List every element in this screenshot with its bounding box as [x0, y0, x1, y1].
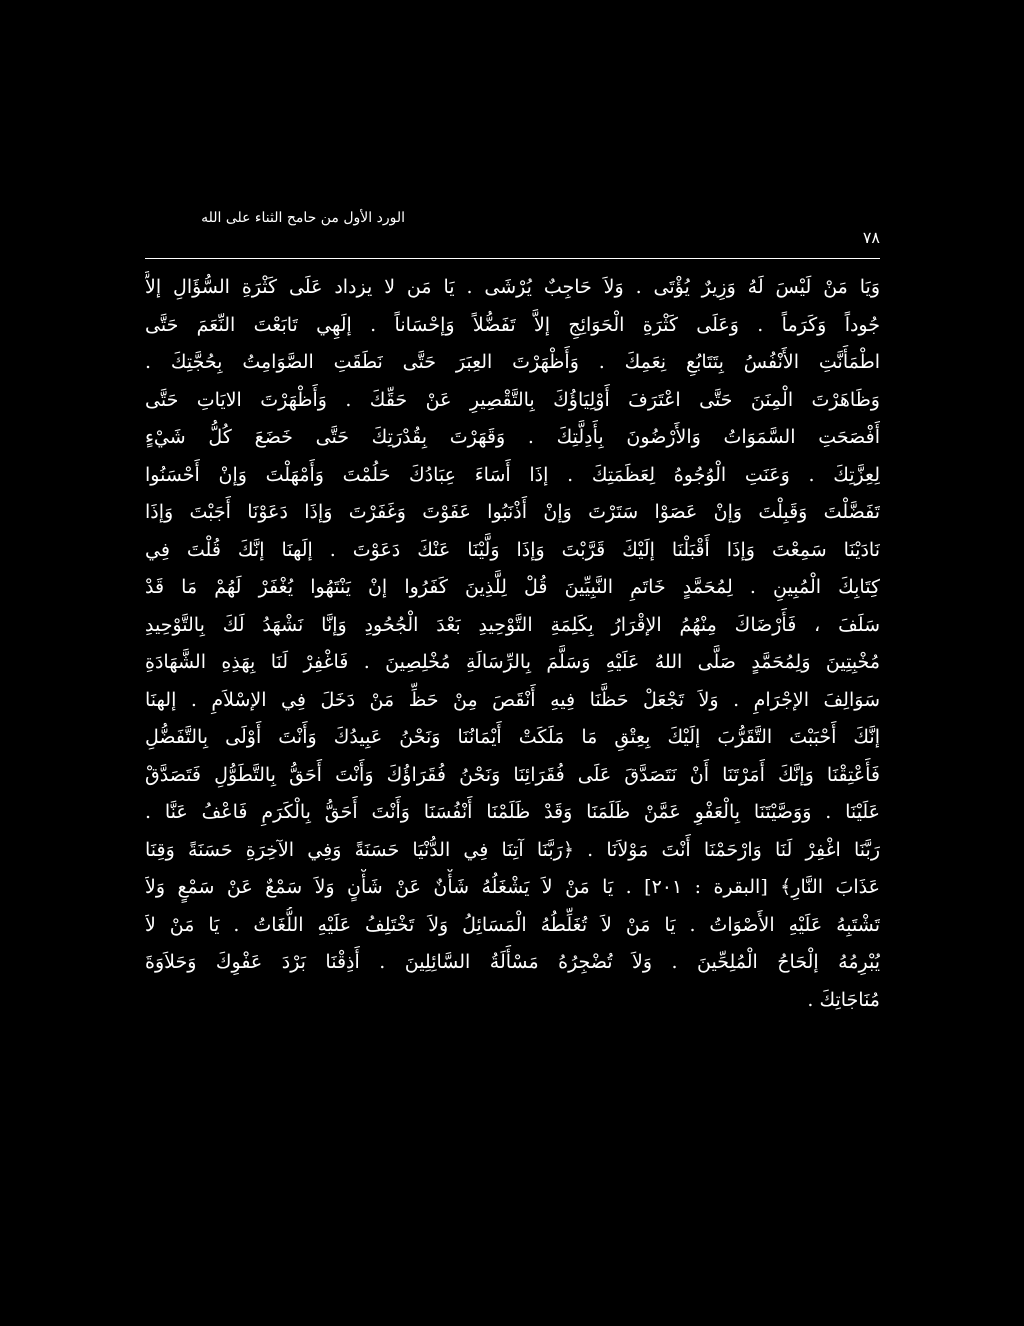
text-line: وَيَا مَنْ لَيْسَ لَهُ وَزِيرٌ يُؤْتَى . وَلاَ حَاجِبٌ يُرْشَى . يَا مَن لا يزداد عَلَى كَثْرَةِ السُّؤَالِ إلاَّ: [145, 276, 880, 298]
text-line: وَظَاهَرْتَ الْمِنَنَ حَتَّى اعْتَرَفَ أَوْلِيَاؤُكَ بِالتَّقْصِيرِ عَنْ حَقِّكَ . وَأَظْهَرْتَ الايَاتِ حَتَّى: [145, 388, 880, 411]
running-header: [145, 208, 880, 248]
text-line: مُخْبِتِينَ وَلِمُحَمَّدٍ صَلَّى اللهُ عَلَيْهِ وَسَلَّمَ بِالرِّسَالَةِ مُخْلِصِينَ . فَاغْفِرْ لَنَا بِهَذِهِ الشَّهَادَةِ: [145, 651, 880, 673]
text-line: فَأَعْتِقْنَا وَإنَّكَ أَمَرْتَنَا أَنْ نَتَصَدَّقَ عَلَى فُقَرَائِنَا وَنَحْنُ فُقَرَاؤُكَ وَأَنْتَ أَحَقُّ بِالتَّطَوُّلِ فَتَصَدَّقْ: [145, 763, 880, 786]
text-line: كِتَابِكَ الْمُبِينِ . لِمُحَمَّدٍ خَاتَمِ النَّبِيِّينَ قُلْ لِلَّذِينَ كَفَرُوا إنْ يَنْتَهُوا يُغْفَرْ لَهُمْ مَا قَدْ: [145, 576, 880, 598]
text-line: عَذَابَ النَّارِ﴾ [البقرة : ٢٠١] . يَا مَنْ لاَ يَشْغَلُهُ شَأْنٌ عَنْ شَأْنٍ وَلاَ سَمْعٌ عَنْ سَمْعٍ وَلاَ: [145, 876, 880, 898]
book-page: [145, 208, 880, 1019]
text-line: يُبْرِمُهُ إلْحَاحُ الْمُلِحِّينَ . وَلاَ تُضْجِرُهُ مَسْأَلَةُ السَّائِلِينَ . أَذِقْنَا بَرْدَ عَفْوِكَ وَحَلاَوَةَ: [145, 951, 880, 973]
text-line: إنَّكَ أَحْبَبْتَ التَّقَرُّبَ إلَيْكَ بِعِتْقِ مَا مَلَكَتْ أَيْمَانُنَا وَنَحْنُ عَبِيدُكَ وَأَنْتَ أَوْلَى بِالتَّفَضُّلِ: [145, 726, 880, 748]
text-line: لِعِزَّتِكَ . وَعَنَتِ الْوُجُوهُ لِعَظَمَتِكَ . إذَا أَسَاءَ عِبَادُكَ حَلُمْتَ وَأَمْهَلْتَ وَإنْ أَحْسَنُوا: [145, 463, 880, 486]
header-divider: [145, 258, 880, 259]
text-line: سَلَفَ ، فَأَرْضَاكَ مِنْهُمُ الإقْرَارُ بِكَلِمَةِ التَّوْحِيدِ بَعْدَ الْجُحُودِ وَإنَّا نَشْهَدُ لَكَ بِالتَّوْحِيدِ: [145, 613, 880, 636]
text-line: عَلَيْنَا . وَوَصَّيْتَنَا بِالْعَفْوِ عَمَّنْ ظَلَمَنَا وَقَدْ ظَلَمْنَا أَنْفُسَنَا وَأَنْتَ أَحَقُّ بِالْكَرَمِ فَاعْفُ عَنَّا .: [145, 801, 880, 823]
body-text: [145, 269, 880, 1019]
text-line: سَوَالِفَ الإجْرَامِ . وَلاَ تَجْعَلْ حَظَّنَا فِيهِ أَنْقَصَ مِنْ حَظِّ مَنْ دَخَلَ فِي الإسْلاَمِ . إلهنَا: [145, 688, 880, 711]
text-line: أَفْصَحَتِ السَّمَوَاتُ وَالأَرْضُونَ بِأَدِلَّتِكَ . وَقَهَرْتَ بِقُدْرَتِكَ حَتَّى خَضَعَ كُلُّ شَيْءٍ: [145, 426, 880, 448]
text-line: تَشْتَبِهُ عَلَيْهِ الأَصْوَاتُ . يَا مَنْ لاَ تُغَلِّطُهُ الْمَسَائِلُ وَلاَ تَخْتَلِفُ عَلَيْهِ اللُّغَاتُ . يَا مَنْ لاَ: [145, 913, 880, 936]
chapter-title: الورد الأول من حامح الثناء على الله: [201, 210, 405, 226]
text-line-final: مُنَاجَاتِكَ .: [807, 988, 880, 1011]
text-line: تَفَضَّلْتَ وَقَبِلْتَ وَإنْ عَصَوْا سَتَرْتَ وَإنْ أَذْنَبُوا عَفَوْتَ وَغَفَرْتَ وَإذَا دَعَوْنَا أَجَبْتَ وَإذَا: [145, 501, 880, 523]
text-line: اطْمَأَنَّتِ الأَنْفُسُ بِتَتَابُعِ نِعَمِكَ . وَأَظْهَرْتَ العِبَرَ حَتَّى نَطَقَتِ الصَّوَامِتُ بِحُجَّتِكَ .: [145, 351, 880, 373]
text-line: جُوداً وَكَرَماً . وَعَلَى كَثْرَةِ الْحَوَائِجِ إلاَّ تَفَضُّلاً وَإحْسَاناً . إلَهِي تَابَعْتَ النِّعَمَ حَتَّى: [145, 313, 880, 336]
page-number: ٧٨: [862, 228, 880, 247]
text-line: نَادَيْنَا سَمِعْتَ وَإذَا أَقْبَلْنَا إلَيْكَ قَرَّبْتَ وَإذَا وَلَّيْنَا عَنْكَ دَعَوْتَ . إلَهنَا إنَّكَ قُلْتَ فِي: [145, 538, 880, 561]
text-line: رَبَّنَا اغْفِرْ لَنَا وَارْحَمْنَا أَنْتَ مَوْلاَنَا . ﴿رَبَّنَا آتِنَا فِي الدُّنْيَا حَسَنَةً وَفِي الآخِرَةِ حَسَنَةً وَقِنَا: [145, 838, 880, 861]
